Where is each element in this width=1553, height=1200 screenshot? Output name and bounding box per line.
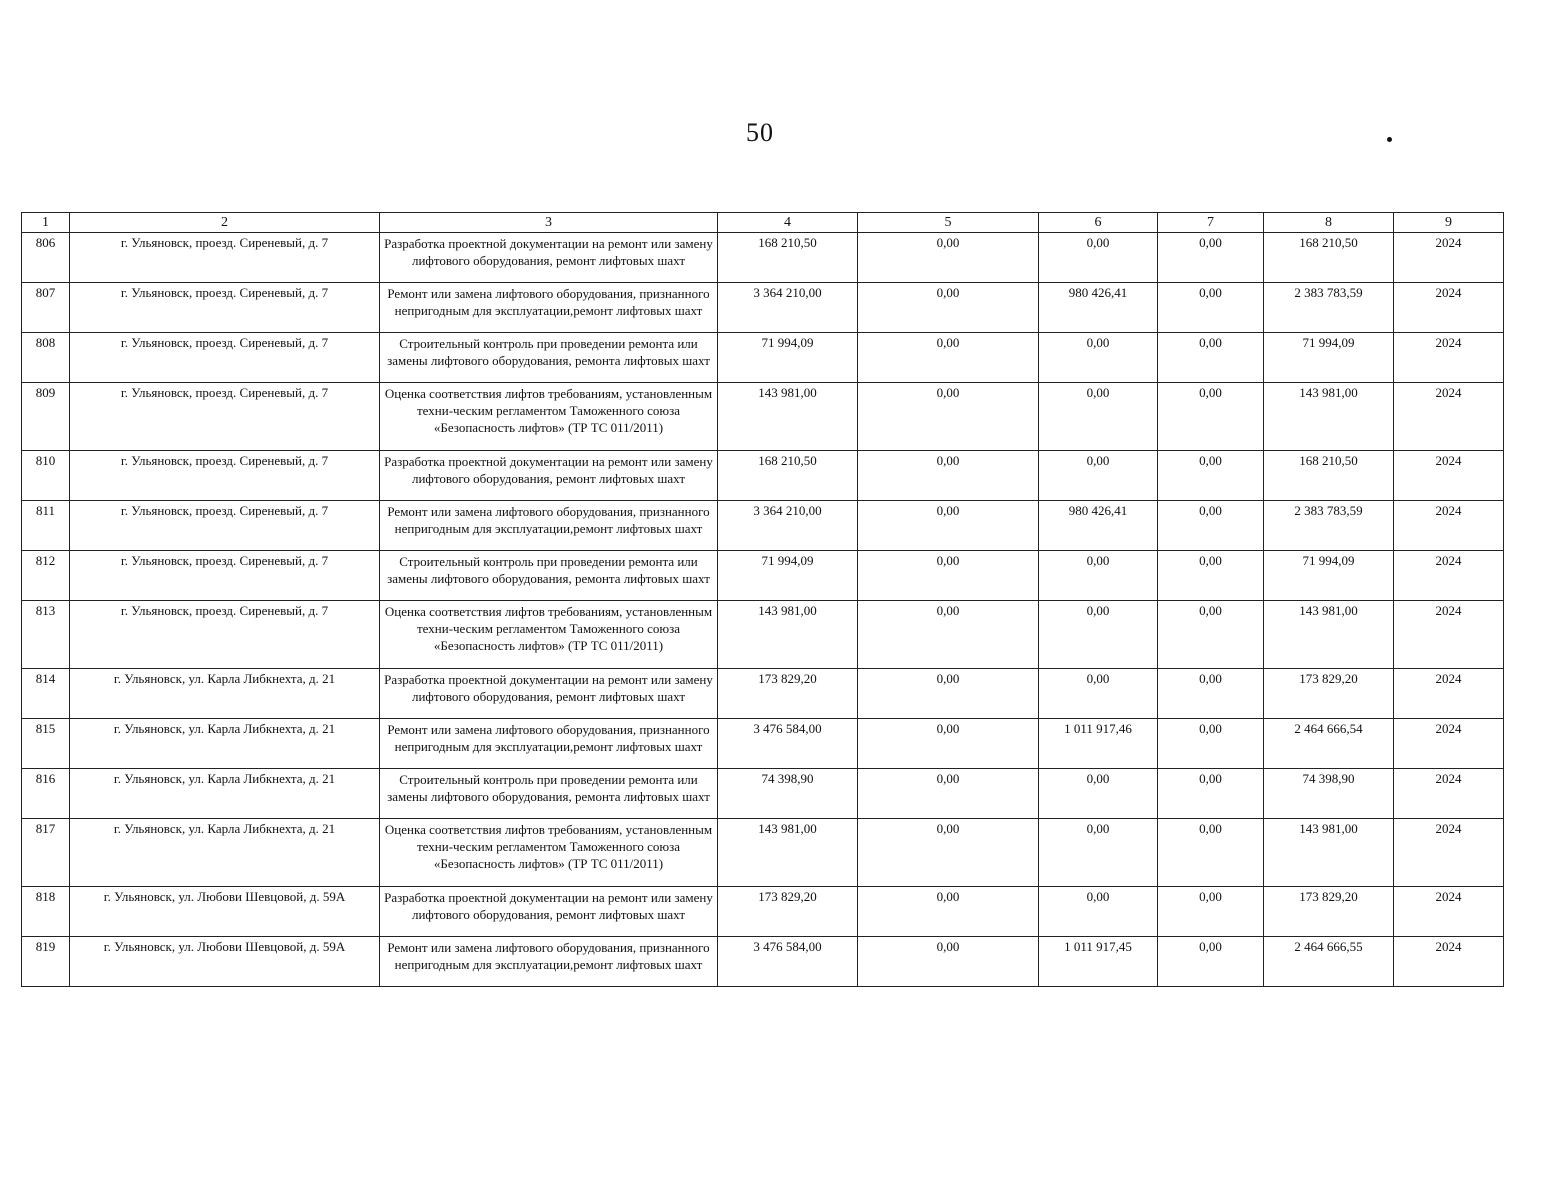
work-type-cell: Ремонт или замена лифтового оборудования, признанного непригодным для эксплуатации,ремонт лифтовых шахт — [380, 283, 718, 333]
column-8-amount-cell: 173 829,20 — [1264, 669, 1394, 719]
address-cell: г. Ульяновск, проезд. Сиреневый, д. 7 — [70, 551, 380, 601]
address-cell: г. Ульяновск, проезд. Сиреневый, д. 7 — [70, 451, 380, 501]
column-header: 1 — [22, 213, 70, 233]
address-cell: г. Ульяновск, ул. Карла Либкнехта, д. 21 — [70, 669, 380, 719]
column-4-amount-cell: 74 398,90 — [718, 769, 858, 819]
address-cell: г. Ульяновск, проезд. Сиреневый, д. 7 — [70, 233, 380, 283]
year-cell: 2024 — [1394, 769, 1504, 819]
column-8-amount-cell: 2 464 666,54 — [1264, 719, 1394, 769]
table-row — [22, 887, 1504, 937]
column-5-amount-cell: 0,00 — [858, 601, 1039, 669]
column-7-amount-cell: 0,00 — [1158, 233, 1264, 283]
column-5-amount-cell: 0,00 — [858, 333, 1039, 383]
column-4-amount-cell: 3 364 210,00 — [718, 501, 858, 551]
column-6-amount-cell: 0,00 — [1039, 669, 1158, 719]
row-number-cell: 809 — [22, 383, 70, 451]
table-row — [22, 937, 1504, 987]
work-type-cell: Разработка проектной документации на ремонт или замену лифтового оборудования, ремонт лифтовых шахт — [380, 669, 718, 719]
column-6-amount-cell: 0,00 — [1039, 383, 1158, 451]
column-5-amount-cell: 0,00 — [858, 819, 1039, 887]
table-row — [22, 601, 1504, 669]
column-6-amount-cell: 0,00 — [1039, 819, 1158, 887]
address-cell: г. Ульяновск, проезд. Сиреневый, д. 7 — [70, 283, 380, 333]
column-5-amount-cell: 0,00 — [858, 669, 1039, 719]
column-4-amount-cell: 3 476 584,00 — [718, 719, 858, 769]
row-number-cell: 808 — [22, 333, 70, 383]
column-8-amount-cell: 173 829,20 — [1264, 887, 1394, 937]
year-cell: 2024 — [1394, 601, 1504, 669]
column-5-amount-cell: 0,00 — [858, 501, 1039, 551]
column-header: 7 — [1158, 213, 1264, 233]
year-cell: 2024 — [1394, 551, 1504, 601]
column-4-amount-cell: 143 981,00 — [718, 383, 858, 451]
column-5-amount-cell: 0,00 — [858, 769, 1039, 819]
column-8-amount-cell: 2 383 783,59 — [1264, 283, 1394, 333]
table-row — [22, 383, 1504, 451]
column-7-amount-cell: 0,00 — [1158, 601, 1264, 669]
year-cell: 2024 — [1394, 333, 1504, 383]
column-7-amount-cell: 0,00 — [1158, 283, 1264, 333]
table-row — [22, 451, 1504, 501]
column-4-amount-cell: 71 994,09 — [718, 333, 858, 383]
column-4-amount-cell: 3 364 210,00 — [718, 283, 858, 333]
work-type-cell: Строительный контроль при проведении ремонта или замены лифтового оборудования, ремонта лифтовых шахт — [380, 769, 718, 819]
work-type-cell: Оценка соответствия лифтов требованиям, установленным техни-ческим регламентом Таможенного союза «Безопасность лифтов» (ТР ТС 011/2011) — [380, 601, 718, 669]
address-cell: г. Ульяновск, ул. Карла Либкнехта, д. 21 — [70, 819, 380, 887]
column-8-amount-cell: 143 981,00 — [1264, 601, 1394, 669]
column-5-amount-cell: 0,00 — [858, 887, 1039, 937]
works-table — [21, 212, 1504, 987]
column-7-amount-cell: 0,00 — [1158, 451, 1264, 501]
column-4-amount-cell: 168 210,50 — [718, 233, 858, 283]
column-6-amount-cell: 980 426,41 — [1039, 501, 1158, 551]
row-number-cell: 814 — [22, 669, 70, 719]
work-type-cell: Оценка соответствия лифтов требованиям, установленным техни-ческим регламентом Таможенного союза «Безопасность лифтов» (ТР ТС 011/2011) — [380, 819, 718, 887]
column-6-amount-cell: 1 011 917,45 — [1039, 937, 1158, 987]
work-type-cell: Строительный контроль при проведении ремонта или замены лифтового оборудования, ремонта лифтовых шахт — [380, 551, 718, 601]
table-row — [22, 233, 1504, 283]
year-cell: 2024 — [1394, 283, 1504, 333]
row-number-cell: 806 — [22, 233, 70, 283]
row-number-cell: 810 — [22, 451, 70, 501]
work-type-cell: Строительный контроль при проведении ремонта или замены лифтового оборудования, ремонта лифтовых шахт — [380, 333, 718, 383]
row-number-cell: 817 — [22, 819, 70, 887]
column-7-amount-cell: 0,00 — [1158, 887, 1264, 937]
row-number-cell: 815 — [22, 719, 70, 769]
column-7-amount-cell: 0,00 — [1158, 769, 1264, 819]
column-6-amount-cell: 980 426,41 — [1039, 283, 1158, 333]
column-6-amount-cell: 0,00 — [1039, 551, 1158, 601]
column-6-amount-cell: 0,00 — [1039, 887, 1158, 937]
table-row — [22, 283, 1504, 333]
address-cell: г. Ульяновск, проезд. Сиреневый, д. 7 — [70, 601, 380, 669]
page-number: 50 — [746, 118, 774, 147]
column-5-amount-cell: 0,00 — [858, 233, 1039, 283]
work-type-cell: Разработка проектной документации на ремонт или замену лифтового оборудования, ремонт лифтовых шахт — [380, 451, 718, 501]
column-header: 5 — [858, 213, 1039, 233]
table-row — [22, 333, 1504, 383]
table-row — [22, 669, 1504, 719]
row-number-cell: 812 — [22, 551, 70, 601]
work-type-cell: Разработка проектной документации на ремонт или замену лифтового оборудования, ремонт лифтовых шахт — [380, 887, 718, 937]
column-7-amount-cell: 0,00 — [1158, 551, 1264, 601]
address-cell: г. Ульяновск, проезд. Сиреневый, д. 7 — [70, 333, 380, 383]
column-8-amount-cell: 74 398,90 — [1264, 769, 1394, 819]
row-number-cell: 811 — [22, 501, 70, 551]
table-row — [22, 719, 1504, 769]
column-5-amount-cell: 0,00 — [858, 719, 1039, 769]
table-row — [22, 501, 1504, 551]
work-type-cell: Ремонт или замена лифтового оборудования, признанного непригодным для эксплуатации,ремонт лифтовых шахт — [380, 501, 718, 551]
address-cell: г. Ульяновск, ул. Карла Либкнехта, д. 21 — [70, 719, 380, 769]
column-number-row — [22, 213, 1504, 233]
table-row — [22, 551, 1504, 601]
year-cell: 2024 — [1394, 937, 1504, 987]
column-7-amount-cell: 0,00 — [1158, 501, 1264, 551]
column-header: 8 — [1264, 213, 1394, 233]
column-4-amount-cell: 3 476 584,00 — [718, 937, 858, 987]
column-4-amount-cell: 143 981,00 — [718, 819, 858, 887]
column-8-amount-cell: 143 981,00 — [1264, 383, 1394, 451]
scan-speck — [1387, 137, 1392, 142]
column-5-amount-cell: 0,00 — [858, 451, 1039, 501]
address-cell: г. Ульяновск, ул. Любови Шевцовой, д. 59А — [70, 887, 380, 937]
column-6-amount-cell: 0,00 — [1039, 601, 1158, 669]
column-5-amount-cell: 0,00 — [858, 551, 1039, 601]
row-number-cell: 819 — [22, 937, 70, 987]
column-6-amount-cell: 0,00 — [1039, 333, 1158, 383]
column-header: 3 — [380, 213, 718, 233]
column-4-amount-cell: 173 829,20 — [718, 887, 858, 937]
work-type-cell: Разработка проектной документации на ремонт или замену лифтового оборудования, ремонт лифтовых шахт — [380, 233, 718, 283]
column-7-amount-cell: 0,00 — [1158, 819, 1264, 887]
work-type-cell: Ремонт или замена лифтового оборудования, признанного непригодным для эксплуатации,ремонт лифтовых шахт — [380, 719, 718, 769]
column-7-amount-cell: 0,00 — [1158, 719, 1264, 769]
column-8-amount-cell: 71 994,09 — [1264, 333, 1394, 383]
column-7-amount-cell: 0,00 — [1158, 383, 1264, 451]
year-cell: 2024 — [1394, 451, 1504, 501]
column-6-amount-cell: 0,00 — [1039, 233, 1158, 283]
column-4-amount-cell: 173 829,20 — [718, 669, 858, 719]
column-8-amount-cell: 168 210,50 — [1264, 451, 1394, 501]
row-number-cell: 813 — [22, 601, 70, 669]
column-6-amount-cell: 0,00 — [1039, 769, 1158, 819]
year-cell: 2024 — [1394, 383, 1504, 451]
column-header: 2 — [70, 213, 380, 233]
column-header: 9 — [1394, 213, 1504, 233]
column-5-amount-cell: 0,00 — [858, 937, 1039, 987]
column-6-amount-cell: 1 011 917,46 — [1039, 719, 1158, 769]
column-8-amount-cell: 2 383 783,59 — [1264, 501, 1394, 551]
address-cell: г. Ульяновск, ул. Любови Шевцовой, д. 59А — [70, 937, 380, 987]
column-5-amount-cell: 0,00 — [858, 283, 1039, 333]
column-8-amount-cell: 168 210,50 — [1264, 233, 1394, 283]
row-number-cell: 816 — [22, 769, 70, 819]
work-type-cell: Оценка соответствия лифтов требованиям, установленным техни-ческим регламентом Таможенного союза «Безопасность лифтов» (ТР ТС 011/2011) — [380, 383, 718, 451]
row-number-cell: 807 — [22, 283, 70, 333]
year-cell: 2024 — [1394, 887, 1504, 937]
column-8-amount-cell: 71 994,09 — [1264, 551, 1394, 601]
row-number-cell: 818 — [22, 887, 70, 937]
column-7-amount-cell: 0,00 — [1158, 937, 1264, 987]
column-4-amount-cell: 168 210,50 — [718, 451, 858, 501]
column-7-amount-cell: 0,00 — [1158, 333, 1264, 383]
work-type-cell: Ремонт или замена лифтового оборудования, признанного непригодным для эксплуатации,ремонт лифтовых шахт — [380, 937, 718, 987]
table-row — [22, 769, 1504, 819]
year-cell: 2024 — [1394, 669, 1504, 719]
table-row — [22, 819, 1504, 887]
year-cell: 2024 — [1394, 819, 1504, 887]
column-7-amount-cell: 0,00 — [1158, 669, 1264, 719]
column-header: 6 — [1039, 213, 1158, 233]
column-6-amount-cell: 0,00 — [1039, 451, 1158, 501]
column-8-amount-cell: 2 464 666,55 — [1264, 937, 1394, 987]
year-cell: 2024 — [1394, 233, 1504, 283]
column-5-amount-cell: 0,00 — [858, 383, 1039, 451]
column-4-amount-cell: 143 981,00 — [718, 601, 858, 669]
address-cell: г. Ульяновск, ул. Карла Либкнехта, д. 21 — [70, 769, 380, 819]
year-cell: 2024 — [1394, 719, 1504, 769]
address-cell: г. Ульяновск, проезд. Сиреневый, д. 7 — [70, 383, 380, 451]
column-header: 4 — [718, 213, 858, 233]
address-cell: г. Ульяновск, проезд. Сиреневый, д. 7 — [70, 501, 380, 551]
column-8-amount-cell: 143 981,00 — [1264, 819, 1394, 887]
column-4-amount-cell: 71 994,09 — [718, 551, 858, 601]
year-cell: 2024 — [1394, 501, 1504, 551]
